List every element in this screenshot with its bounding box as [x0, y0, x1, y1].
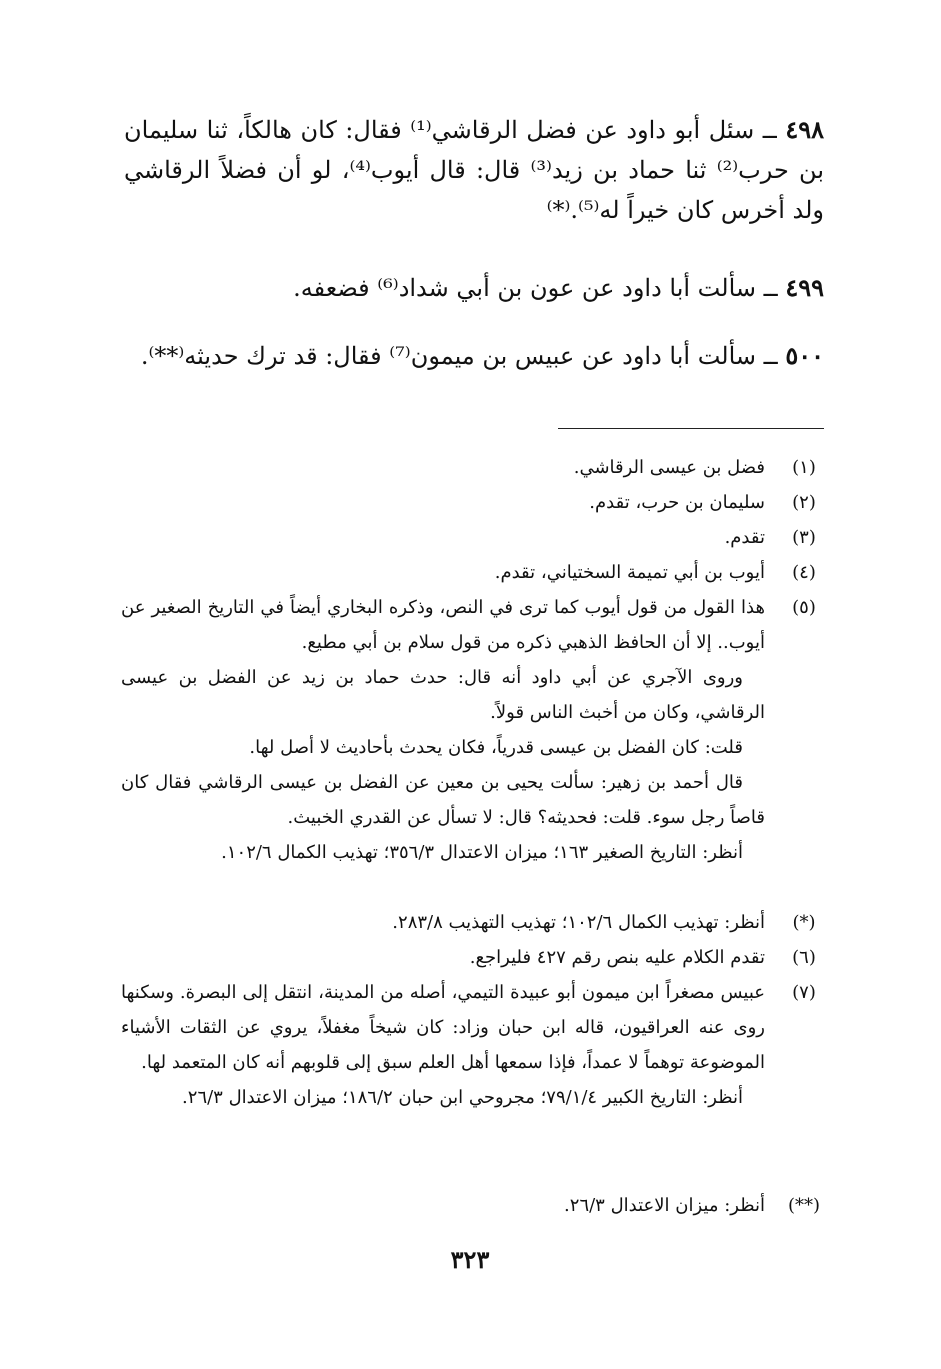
footnote-text: تقدم الكلام عليه بنص رقم ٤٢٧ فليراجع.	[469, 947, 765, 968]
footnote-text: سليمان بن حرب، تقدم.	[589, 492, 765, 513]
entry-number: ٤٩٨	[785, 115, 824, 144]
footnote-text: أيوب بن أبي تميمة السختياني، تقدم.	[494, 562, 765, 583]
footnote-text: قلت: كان الفضل بن عيسى قدرياً، فكان يحدث بأحاديث لا أصل لها.	[249, 737, 743, 758]
footnote-text: تقدم.	[724, 527, 765, 548]
entry-text: ــ سألت أبا داود عن عبيس بن ميمون⁽⁷⁾ فقال: قد ترك حديثه⁽**⁾.	[140, 342, 778, 370]
footnote-text: وروى الآجري عن أبي داود أنه قال: حدث حماد بن زيد عن الفضل بن عيسى الرقاشي، وكان من أخبث الناس قولاً.	[121, 667, 765, 723]
footnote-text: أنظر: التاريخ الكبير ٧٩/١/٤؛ مجروحي ابن حبان ١٨٦/٢؛ ميزان الاعتدال ٢٦/٣.	[182, 1087, 743, 1108]
footnote-marker: (٥)	[792, 597, 816, 618]
footnote-4	[121, 555, 821, 590]
entry-text: ــ سألت أبا داود عن عون بن أبي شداد⁽⁶⁾ فضعفه.	[293, 274, 778, 302]
footnote-text: قال أحمد بن زهير: سألت يحيى بن معين عن الفضل بن عيسى الرقاشي فقال كان قاصاً رجل سوء. قلت: فحديثه؟ قال: لا تسأل عن القدري الخبيث.	[121, 772, 765, 828]
footnote-6	[121, 940, 821, 975]
footnote-text: هذا القول من قول أيوب كما ترى في النص، وذكره البخاري أيضاً في التاريخ الصغير عن أيوب.. إلا أن الحافظ الذهبي ذكره من قول سلام بن أبي مطيع.	[121, 597, 765, 653]
footnote-marker: (٣)	[792, 527, 816, 548]
entry-number: ٤٩٩	[785, 273, 824, 302]
footnote-marker: (*)	[792, 912, 816, 933]
footnote-text: أنظر: التاريخ الصغير ١٦٣؛ ميزان الاعتدال ٣٥٦/٣؛ تهذيب الكمال ١٠٢/٦.	[221, 842, 743, 863]
entry-498	[124, 110, 824, 230]
page-number: ٣٢٣	[450, 1245, 490, 1274]
footnote-text: أنظر: تهذيب الكمال ١٠٢/٦؛ تهذيب التهذيب ٢٨٣/٨.	[392, 912, 765, 933]
entry-text: ــ سئل أبو داود عن فضل الرقاشي⁽¹⁾ فقال: كان هالكاً، ثنا سليمان بن حرب⁽²⁾ ثنا حماد بن زيد⁽³⁾ قال: قال أيوب⁽⁴⁾، لو أن فضلاً الرقاشي ولد أخرس كان خيراً له⁽⁵⁾.⁽*⁾	[124, 116, 824, 224]
entry-500	[124, 336, 824, 376]
footnote-marker: (٢)	[792, 492, 816, 513]
footnote-text: فضل بن عيسى الرقاشي.	[573, 457, 765, 478]
footnote-2	[121, 485, 821, 520]
entry-499	[124, 268, 824, 308]
footnote-marker: (٤)	[792, 562, 816, 583]
footnote-text: عبيس مصغراً ابن ميمون أبو عبيدة التيمي، أصله من المدينة، انتقل إلى البصرة. وسكنها روى عنه العراقيون، قاله ابن حبان وزاد: كان شيخاً مغفلاً، يروي عن الثقات الأشياء الموضوعة توهماً لا عمداً، فإذا سمعها أهل العلم سبق إلى قلوبهم أنه كان المتعمد لها.	[121, 982, 765, 1073]
footnote-marker: (٧)	[792, 982, 816, 1003]
footnote-3	[121, 520, 821, 555]
footnote-double-star	[121, 1188, 821, 1223]
entry-number: ٥٠٠	[785, 341, 824, 370]
footnote-separator	[558, 428, 824, 429]
footnote-7	[121, 975, 821, 1115]
footnote-5	[121, 590, 821, 870]
footnote-marker: (**)	[787, 1195, 821, 1216]
footnote-1	[121, 450, 821, 485]
footnote-star	[121, 905, 821, 940]
footnote-marker: (١)	[792, 457, 816, 478]
footnote-text: أنظر: ميزان الاعتدال ٢٦/٣.	[564, 1195, 765, 1216]
footnote-marker: (٦)	[792, 947, 816, 968]
